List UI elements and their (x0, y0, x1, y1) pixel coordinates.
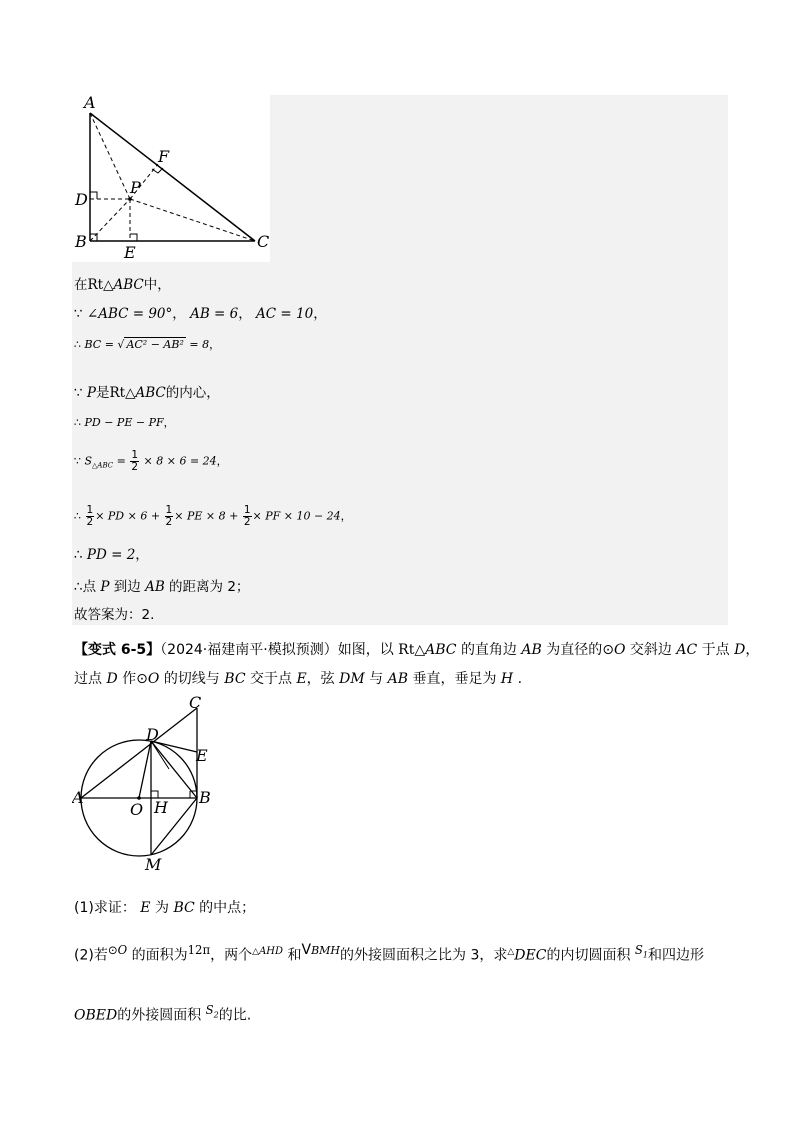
separator: ， (238, 306, 252, 322)
math-abc: ABC (135, 385, 166, 401)
separator: ， (745, 642, 760, 658)
text: 于点 (701, 642, 730, 658)
math-rt: Rt (398, 642, 415, 658)
math-eq: = (116, 454, 126, 468)
question-number: (2) (74, 947, 94, 964)
solution-line-7 (74, 505, 352, 528)
math-dec: DEC (514, 947, 547, 964)
math-d: D (734, 642, 746, 658)
separator: ， (163, 416, 175, 429)
fraction-numerator: 1 (86, 504, 94, 516)
circle-figure-svg (72, 695, 222, 873)
therefore-symbol: ∴ (74, 579, 83, 595)
label-c: C (257, 232, 270, 251)
math-bmh: BMH (311, 944, 341, 957)
separator: . (517, 671, 523, 687)
therefore-symbol: ∴ (74, 416, 81, 429)
because-symbol: ∵ (74, 454, 81, 468)
text: 是 (95, 385, 110, 401)
text: 和四边形 (648, 947, 704, 964)
separator: ， (209, 338, 221, 351)
separator: ， (216, 454, 228, 468)
text: 中， (143, 277, 171, 293)
text: 的比. (218, 1007, 252, 1024)
fraction-numerator: 1 (131, 449, 139, 461)
fraction-denominator: 2 (243, 516, 251, 528)
circle-symbol: ⊙ (136, 671, 148, 687)
text: 交于点 (249, 671, 292, 687)
math-h: H (500, 671, 514, 687)
label-a: A (84, 95, 96, 112)
separator: ， (135, 547, 149, 563)
label-a: A (72, 788, 84, 807)
math-ab: AB (521, 642, 542, 658)
solution-line-6 (74, 450, 228, 475)
math-e: E (140, 900, 151, 916)
separator: ， (340, 509, 352, 523)
fraction (243, 505, 252, 528)
fraction (86, 505, 95, 528)
label-b: B (199, 788, 211, 807)
text: 到边 (113, 579, 141, 595)
math-abc: ABC (425, 642, 457, 658)
label-e: E (124, 243, 136, 262)
label-c: C (189, 695, 202, 712)
figure-triangle-abc (72, 95, 270, 262)
text: ，两个 (210, 947, 253, 964)
math-o: O (613, 642, 626, 658)
text: 的外接圆面积 (117, 1007, 202, 1024)
text: 求证： (93, 900, 136, 916)
solution-line-4 (74, 384, 220, 402)
triangle-symbol: V (301, 942, 312, 958)
math-eq: = 8 (189, 338, 210, 351)
solution-line-2 (74, 305, 327, 323)
math-p: P (86, 385, 96, 401)
therefore-symbol: ∴ (74, 547, 83, 563)
fraction-denominator: 2 (165, 516, 173, 528)
text: 为 (154, 900, 169, 916)
circle-o-symbol (108, 943, 127, 957)
problem-tag: 【变式 6-5】 (74, 642, 161, 658)
text: 的面积为 (131, 947, 188, 964)
label-f: F (158, 147, 170, 166)
solution-line-8 (74, 546, 149, 564)
solution-line-9 (74, 578, 249, 596)
math-s: S (634, 943, 643, 957)
fraction (130, 450, 139, 473)
label-d: D (75, 190, 88, 209)
label-m: M (145, 855, 162, 873)
solution-line-3 (74, 336, 220, 354)
math-ab: AB = 6 (190, 306, 239, 322)
triangle-figure-svg (72, 95, 270, 262)
math-abc: ABC (113, 277, 144, 293)
fraction-denominator: 2 (131, 461, 139, 473)
math-o: O (117, 943, 128, 957)
problem-line-1 (74, 640, 759, 660)
math-expr: PD = 2 (86, 547, 136, 563)
fraction-denominator: 2 (86, 516, 94, 528)
question-1 (74, 898, 255, 918)
math-rt: Rt (87, 277, 104, 293)
solution-line-1 (74, 276, 171, 294)
math-ac: AC (676, 642, 698, 658)
text: 点 (82, 579, 97, 595)
text: 垂直，垂足为 (412, 671, 497, 687)
solution-line-5 (74, 414, 175, 432)
text: 过点 (74, 671, 102, 687)
text: 和 (287, 947, 302, 964)
triangle-symbol: △ (252, 947, 260, 957)
because-symbol: ∵ (74, 385, 83, 401)
math-ab: AB (145, 579, 165, 595)
math-obed: OBED (74, 1007, 118, 1024)
text: 的中点； (199, 900, 256, 916)
math-e: E (296, 671, 307, 687)
math-term: × PE × 8 + (174, 509, 239, 523)
math-area: 12π (187, 943, 211, 957)
math-ab: AB (387, 671, 408, 687)
answer-line: 故答案为：2. (74, 607, 155, 623)
text: 的外接圆面积之比为 3，求 (340, 947, 508, 964)
question-2-line-1 (74, 940, 704, 966)
math-o: O (147, 671, 160, 687)
math-term: × PF × 10 − 24 (252, 509, 341, 523)
label-h: H (154, 798, 168, 817)
triangle-symbol: △ (507, 947, 515, 957)
problem-source: （2024·福建南平·模拟预测） (160, 642, 338, 658)
triangle-symbol: △ (414, 642, 426, 658)
triangle-symbol: △ (125, 385, 136, 401)
math-dm: DM (339, 671, 365, 687)
circle-symbol: ⊙ (602, 642, 614, 658)
separator: ， (172, 306, 186, 322)
text: 如图，以 (337, 642, 394, 658)
sqrt-symbol: √ (117, 338, 125, 351)
question-number: (1) (74, 900, 94, 916)
text: 为直径的 (546, 642, 603, 658)
label-o: O (130, 800, 144, 819)
subscript: 1 (642, 950, 648, 960)
math-ac: AC = 10 (256, 306, 314, 322)
text: 的内切圆面积 (546, 947, 631, 964)
separator: ， (313, 306, 327, 322)
math-bc: BC (173, 900, 195, 916)
therefore-symbol: ∴ (74, 509, 81, 523)
math-rt: Rt (109, 385, 126, 401)
problem-line-2 (74, 669, 522, 689)
subscript: 2 (213, 1010, 219, 1020)
math-ahd: AHD (259, 946, 284, 957)
fraction-numerator: 1 (165, 504, 173, 516)
fraction-numerator: 1 (243, 504, 251, 516)
text: 作 (122, 671, 137, 687)
math-p: P (100, 579, 110, 595)
label-e: E (196, 746, 208, 765)
math-expr: × 8 × 6 = 24 (143, 454, 217, 468)
text: 与 (369, 671, 384, 687)
text: 的内心， (165, 385, 220, 401)
text: ，弦 (306, 671, 335, 687)
math-angle: ∠ABC = 90° (86, 306, 173, 322)
circle-symbol: ⊙ (107, 943, 118, 957)
math-bc: BC (224, 671, 246, 687)
figure-circle-o (72, 695, 222, 873)
text: 在 (74, 277, 88, 293)
triangle-symbol: △ (103, 277, 114, 293)
text: 交斜边 (629, 642, 672, 658)
question-2-line-2 (74, 1000, 251, 1026)
math-radicand: AC² − AB² (126, 338, 184, 351)
math-s: S (84, 454, 93, 468)
label-p: P (130, 178, 141, 197)
text: 若 (93, 947, 108, 964)
text: 的切线与 (163, 671, 220, 687)
text: 的直角边 (460, 642, 517, 658)
math-bc: BC = (84, 338, 114, 351)
label-b: B (75, 232, 87, 251)
math-term: × PD × 6 + (95, 509, 161, 523)
math-expr: PD − PE − PF (84, 416, 164, 429)
math-s2 (205, 1003, 219, 1020)
math-s: S (205, 1003, 214, 1017)
fraction (165, 505, 174, 528)
text: 的距离为 2； (169, 579, 250, 595)
math-d: D (106, 671, 118, 687)
math-subscript: △ABC (92, 461, 114, 470)
therefore-symbol: ∴ (74, 338, 81, 351)
because-symbol: ∵ (74, 306, 83, 322)
label-d: D (146, 725, 159, 744)
math-s1 (634, 943, 648, 960)
